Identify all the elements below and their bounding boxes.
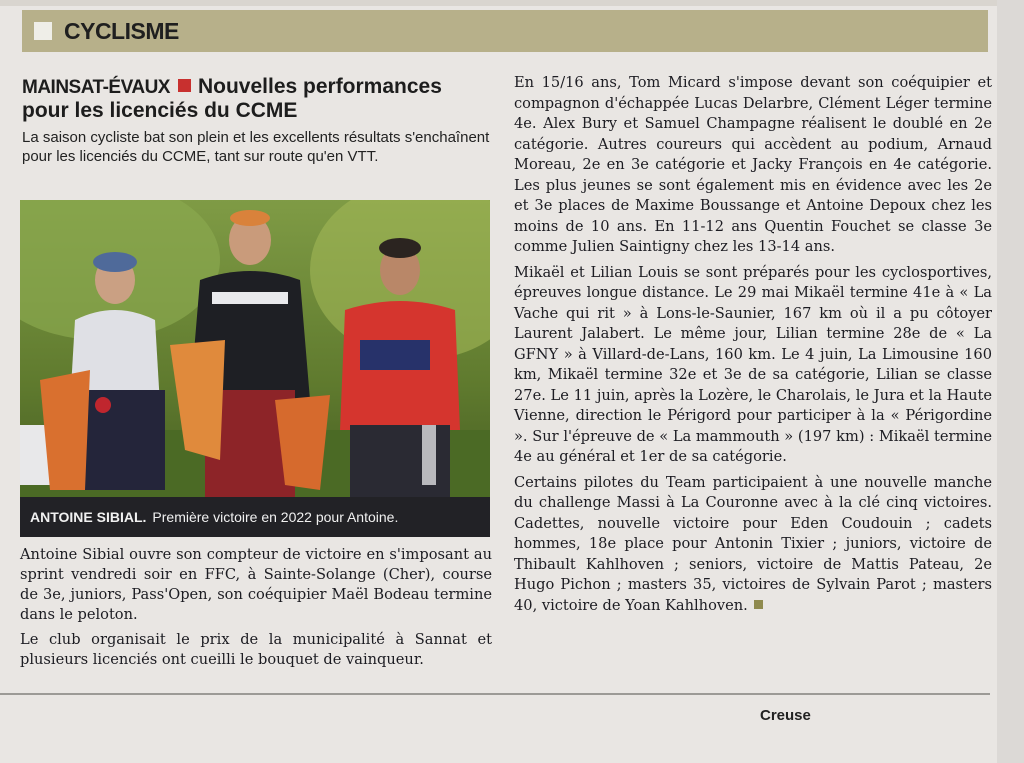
article-photo [20, 200, 490, 537]
section-square-icon [34, 22, 52, 40]
caption-name: ANTOINE SIBIAL. [30, 509, 147, 525]
caption-text: Première victoire en 2022 pour Antoine. [152, 509, 399, 525]
article-lead: La saison cycliste bat son plein et les excellents résultats s'enchaînent pour les licenciés du CCME, tant sur route qu'en VTT. [22, 129, 490, 165]
right-body-text [514, 73, 992, 621]
headline-line-1: Nouvelles performances [197, 75, 442, 98]
article-headline [22, 75, 492, 122]
left-paragraph-2: Le club organisait le prix de la municipalité à Sannat et plusieurs licenciés ont cueilli le bouquet de vainqueur. [20, 631, 492, 668]
article-kicker: MAINSAT-ÉVAUX [22, 77, 170, 98]
section-header [22, 10, 988, 52]
right-paragraph-3 [514, 473, 992, 617]
headline-line-2: pour les licenciés du CCME [22, 99, 298, 122]
podium-photo-illustration [20, 200, 490, 537]
article-header [22, 75, 492, 166]
page-footer: Creuse [760, 707, 811, 724]
page-top-strip [0, 0, 1024, 6]
right-paragraph-3-text: Certains pilotes du Team participaient à une nouvelle manche du challenge Massi à La Couronne avec à la clé cinq victoires. Cadettes, nouvelle victoire pour Eden Coudouin ; cadets hommes, 18e place pour Antonin Tixier ; juniors, victoire de Thibault Kahlhoven ; seniors, victoire de Mattis Pateau, 2e Hugo Pichon ; masters 35, victoires de Sylvain Parot ; masters 40, victoire de Yoan Kahlhoven. [514, 473, 992, 614]
right-paragraph-2: Mikaël et Lilian Louis se sont préparés pour les cyclosportives, épreuves longue distance. Le 29 mai Mikaël termine 41e à « La Vache qui rit » à Lons-le-Saunier, 167 km où il a pu côtoyer Laurent Jalabert. Le même jour, Lilian termine 28e de « La GFNY » à Villard-de-Lans, 160 km. Le 4 juin, La Limousine 160 km, Mikaël termine 32e et 3e de sa catégorie, Lilian se classe 27e. Le 11 juin, après la Lozère, le Charolais, le Jura et la Haute Vienne, direction le Périgord pour participer à la « Périgordine ». Sur l'épreuve de « La mammouth » (197 km) : Mikaël termine 4e au général et 1er de sa catégorie. [514, 263, 992, 465]
page-edge [997, 0, 1024, 763]
end-mark-icon [754, 600, 763, 609]
bottom-rule [0, 693, 990, 695]
photo-caption [20, 497, 490, 537]
left-paragraph-1: Antoine Sibial ouvre son compteur de victoire en s'imposant au sprint vendredi soir en FFC, à Sainte-Solange (Cher), course de 3e, juniors, Pass'Open, son coéquipier Maël Bodeau termine dans le peloton. [20, 546, 492, 623]
left-body-text [20, 545, 492, 675]
section-title: CYCLISME [64, 17, 179, 44]
red-square-icon [178, 79, 191, 92]
right-paragraph-1: En 15/16 ans, Tom Micard s'impose devant son coéquipier et compagnon d'échappée Lucas Delarbre, Clément Léger termine 4e. Alex Bury et Samuel Champagne réalisent le doublé en 2e catégorie. Autres coureurs qui accèdent au podium, Arnaud Moreau, 2e en 3e catégorie et Jacky François en 4e catégorie. Les plus jeunes se sont également mis en évidence avec les 2e et 3e places de Maxime Boussange et Antoine Depoux chez les moins de 10 ans. En 11-12 ans Quentin Fouchet se classe 3e comme Julien Saintigny chez les 13-14 ans. [514, 74, 992, 255]
